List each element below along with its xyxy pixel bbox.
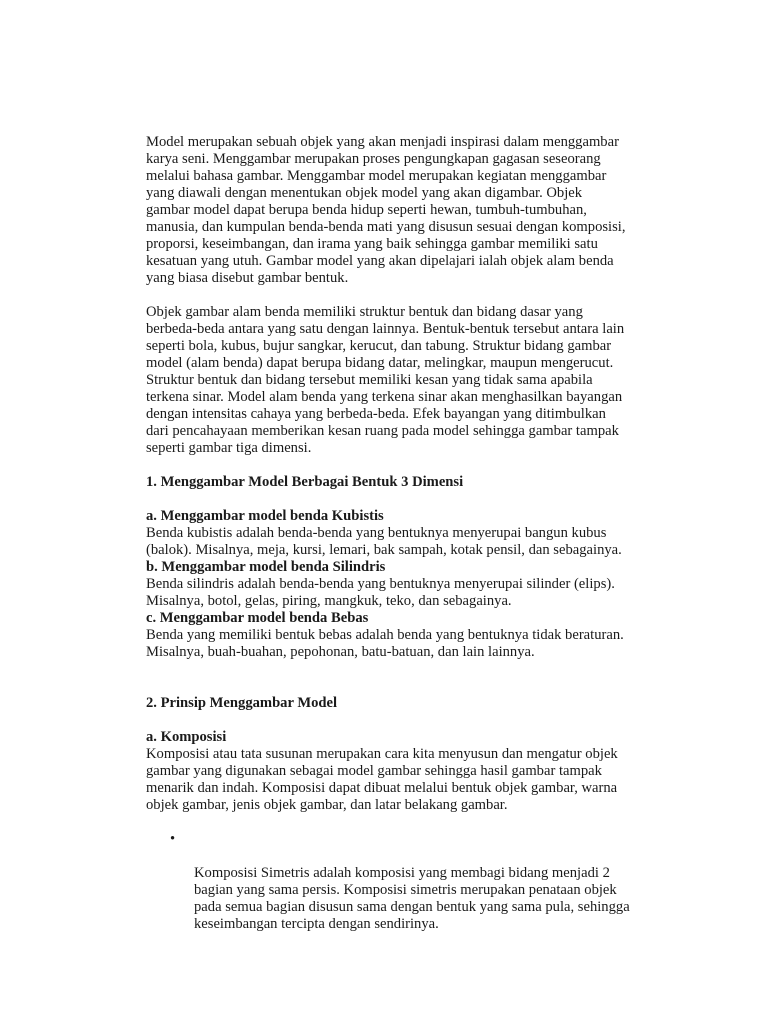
section-2-heading: 2. Prinsip Menggambar Model [146,695,338,711]
subsection-2a-heading: a. Komposisi [146,729,227,745]
subsection-2a-text: Komposisi atau tata susunan merupakan cara kita menyusun dan mengatur objek gambar yang digunakan sebagai model gambar sehingga hasil gambar tampak menarik dan indah. Komposisi dapat dibuat melalui bentuk objek gambar, warna objek gambar, jenis objek gambar, dan latar belakang gambar. [146,746,618,813]
spacer [146,814,666,831]
subsection-1b-text: Benda silindris adalah benda-benda yang bentuknya menyerupai silinder (elips). Misalnya, botol, gelas, piring, mangkuk, teko, dan sebagainya. [146,576,615,609]
bullet-icon: • [170,831,176,847]
list-item [146,831,666,933]
second-paragraph: Objek gambar alam benda memiliki struktur bentuk dan bidang dasar yang berbeda-beda antara yang satu dengan lainnya. Bentuk-bentuk tersebut antara lain seperti bola, kubus, bujur sangkar, kerucut, dan tabung. Struktur bidang gambar model (alam benda) dapat berupa bidang datar, melingkar, maupun mengerucut. Struktur bentuk dan bidang tersebut memiliki kesan yang tidak sama apabila terkena sinar. Model alam benda yang terkena sinar akan menghasilkan bayangan dengan intensitas cahaya yang berbeda-beda. Efek bayangan yang ditimbulkan dari pencahayaan memberikan kesan ruang pada model sehingga gambar tampak seperti gambar tiga dimensi. [146,304,625,456]
spacer [146,457,666,474]
spacer [146,661,666,695]
subsection-1a-text: Benda kubistis adalah benda-benda yang bentuknya menyerupai bangun kubus (balok). Misalnya, meja, kursi, lemari, bak sampah, kotak pensil, dan sebagainya. [146,525,622,558]
subsection-1b-heading: b. Menggambar model benda Silindris [146,559,386,575]
spacer [146,712,666,729]
subsection-1c-heading: c. Menggambar model benda Bebas [146,610,369,626]
section-1-heading: 1. Menggambar Model Berbagai Bentuk 3 Dimensi [146,474,464,490]
subsection-1c-text: Benda yang memiliki bentuk bebas adalah benda yang bentuknya tidak beraturan. Misalnya, buah-buahan, pepohonan, batu-batuan, dan lain lainnya. [146,627,624,660]
spacer [146,287,666,304]
spacer [146,491,666,508]
subsection-1a-heading: a. Menggambar model benda Kubistis [146,508,384,524]
document-page [146,134,666,933]
intro-paragraph: Model merupakan sebuah objek yang akan menjadi inspirasi dalam menggambar karya seni. Menggambar merupakan proses pengungkapan gagasan seseorang melalui bahasa gambar. Menggambar model merupakan kegiatan menggambar yang diawali dengan menentukan objek model yang akan digambar. Objek gambar model dapat berupa benda hidup seperti hewan, tumbuh-tumbuhan, manusia, dan kumpulan benda-benda mati yang disusun sesuai dengan komposisi, proporsi, keseimbangan, dan irama yang baik sehingga gambar memiliki satu kesatuan yang utuh. Gambar model yang akan dipelajari ialah objek alam benda yang biasa disebut gambar bentuk. [146,134,626,286]
bullet-text: Komposisi Simetris adalah komposisi yang membagi bidang menjadi 2 bagian yang sama persis. Komposisi simetris merupakan penataan objek pada semua bagian disusun sama dengan bentuk yang sama pula, sehingga keseimbangan tercipta dengan sendirinya. [194,865,630,932]
